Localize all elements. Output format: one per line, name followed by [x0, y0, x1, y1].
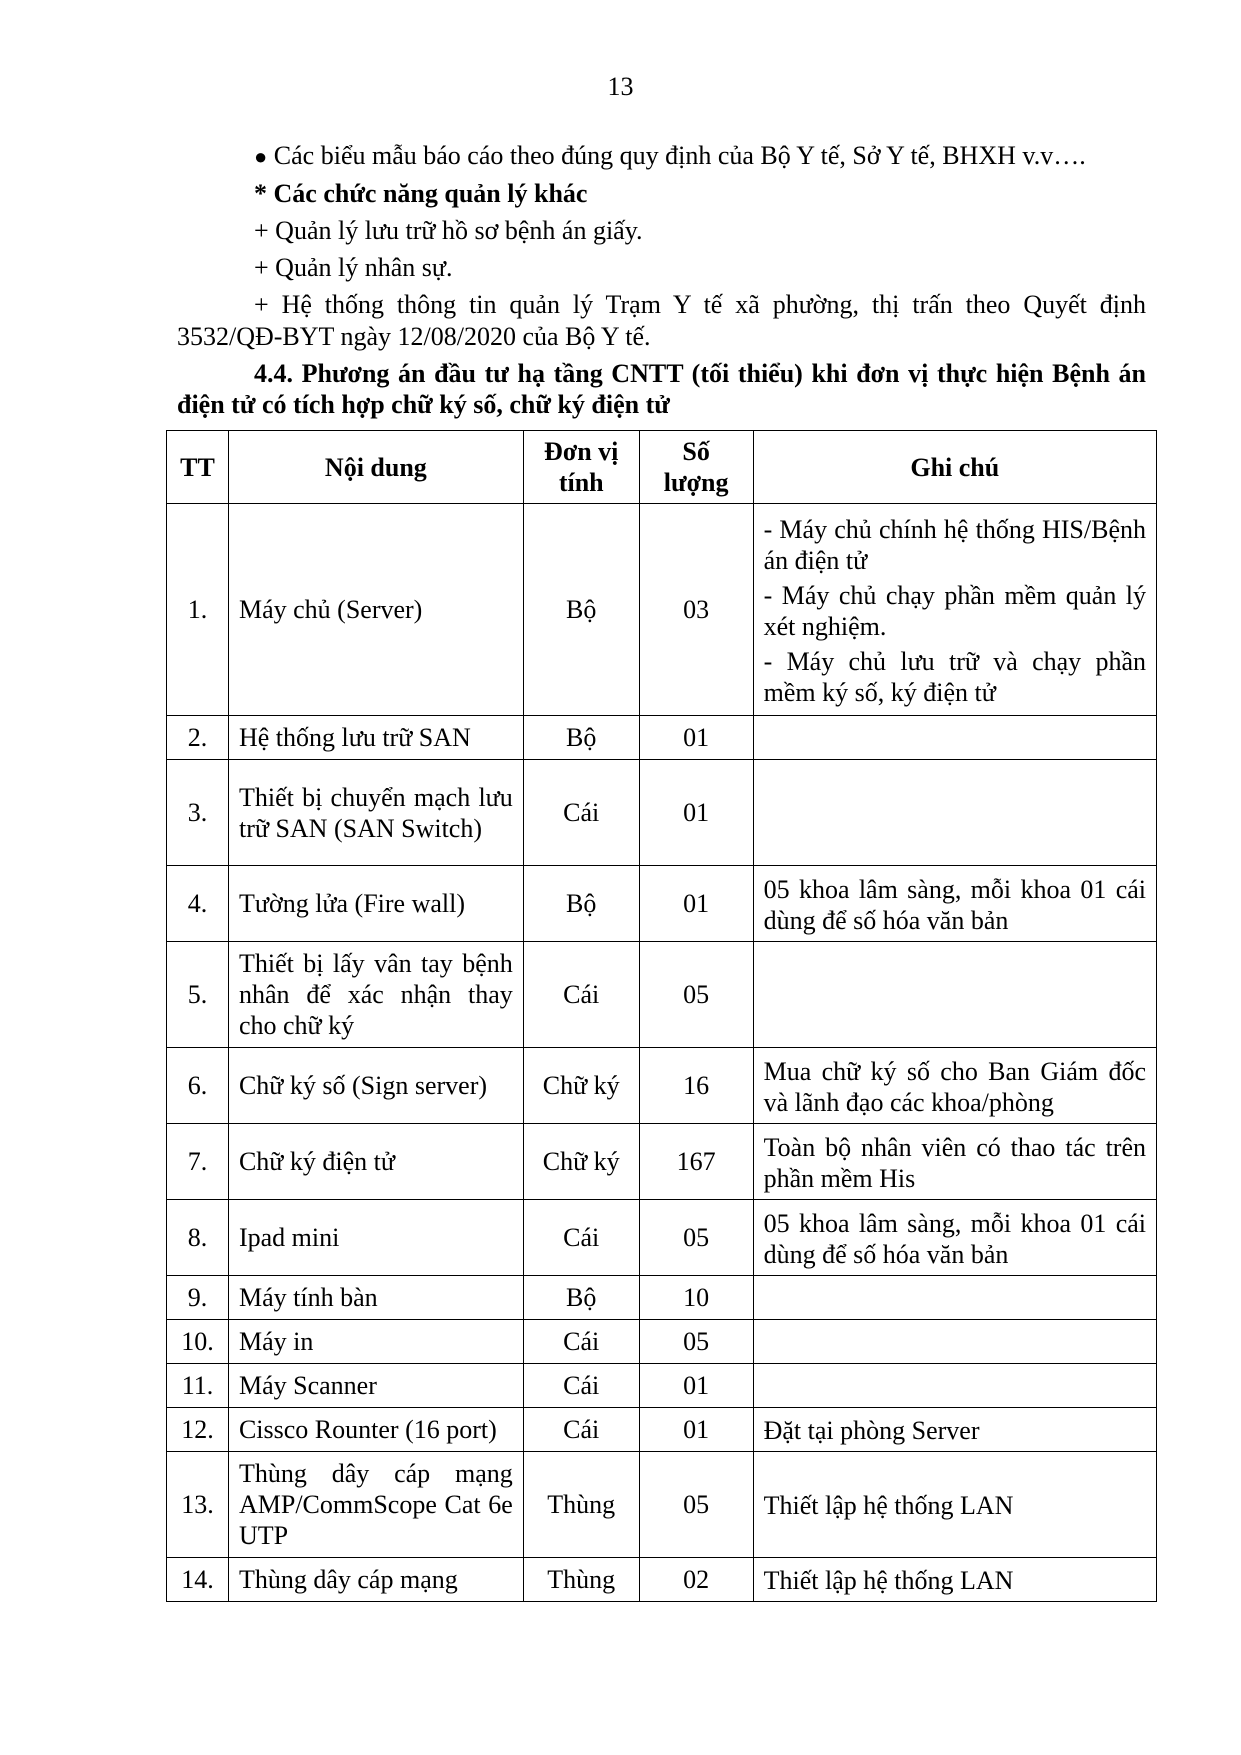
row-unit: Chữ ký	[523, 1048, 639, 1124]
row-unit: Cái	[523, 1408, 639, 1452]
infrastructure-table	[166, 430, 1157, 1602]
table-row	[167, 1408, 1157, 1452]
row-content: Cissco Rounter (16 port)	[228, 1408, 523, 1452]
paragraph-health-station: + Hệ thống thông tin quản lý Trạm Y tế xã phường, thị trấn theo Quyết định 3532/QĐ-BYT ngày 12/08/2020 của Bộ Y tế.	[177, 290, 1146, 351]
row-unit: Thùng	[523, 1558, 639, 1602]
note-line: 05 khoa lâm sàng, mỗi khoa 01 cái dùng để số hóa văn bản	[763, 874, 1146, 935]
paragraph-hr: + Quản lý nhân sự.	[254, 253, 453, 282]
note-line: Đặt tại phòng Server	[763, 1416, 980, 1445]
row-note	[753, 1364, 1156, 1408]
row-qty: 01	[639, 716, 753, 760]
row-tt: 1.	[167, 504, 229, 716]
table-row	[167, 1558, 1157, 1602]
row-tt: 4.	[167, 866, 229, 942]
row-unit: Bộ	[523, 504, 639, 716]
row-tt: 5.	[167, 942, 229, 1048]
table-row	[167, 1364, 1157, 1408]
row-unit: Bộ	[523, 1276, 639, 1320]
note-line: - Máy chủ lưu trữ và chạy phần mềm ký số, ký điện tử	[763, 646, 1146, 707]
row-unit: Bộ	[523, 866, 639, 942]
header-tt: TT	[167, 431, 229, 504]
row-tt: 13.	[167, 1452, 229, 1558]
note-line: - Máy chủ chính hệ thống HIS/Bệnh án điện tử	[763, 514, 1146, 575]
row-content: Chữ ký số (Sign server)	[228, 1048, 523, 1124]
note-line: Toàn bộ nhân viên có thao tác trên phần mềm His	[763, 1132, 1146, 1193]
table-row	[167, 760, 1157, 866]
row-qty: 01	[639, 1364, 753, 1408]
row-content: Ipad mini	[228, 1200, 523, 1276]
row-qty: 10	[639, 1276, 753, 1320]
paragraph-other-functions: * Các chức năng quản lý khác	[254, 179, 588, 208]
row-note	[753, 1276, 1156, 1320]
row-unit: Thùng	[523, 1452, 639, 1558]
row-unit: Cái	[523, 1320, 639, 1364]
header-note: Ghi chú	[753, 431, 1156, 504]
note-line: Thiết lập hệ thống LAN	[763, 1566, 1014, 1595]
row-content: Tường lửa (Fire wall)	[228, 866, 523, 942]
row-unit: Chữ ký	[523, 1124, 639, 1200]
row-note	[753, 1558, 1156, 1602]
table-row	[167, 1200, 1157, 1276]
note-line: - Máy chủ chạy phần mềm quản lý xét nghiệm.	[763, 580, 1146, 641]
table-row	[167, 942, 1157, 1048]
row-tt: 7.	[167, 1124, 229, 1200]
row-qty: 05	[639, 1200, 753, 1276]
table-row	[167, 866, 1157, 942]
table-row	[167, 1320, 1157, 1364]
row-unit: Bộ	[523, 716, 639, 760]
row-content: Máy tính bàn	[228, 1276, 523, 1320]
row-qty: 02	[639, 1558, 753, 1602]
row-qty: 167	[639, 1124, 753, 1200]
row-tt: 6.	[167, 1048, 229, 1124]
table-header-row	[167, 431, 1157, 504]
bullet-icon: ●	[254, 144, 268, 169]
header-unit: Đơn vị tính	[523, 431, 639, 504]
row-note	[753, 1408, 1156, 1452]
row-qty: 05	[639, 1452, 753, 1558]
paragraph-paper-records: + Quản lý lưu trữ hồ sơ bệnh án giấy.	[254, 216, 643, 245]
paragraph-text: Các biểu mẫu báo cáo theo đúng quy định của Bộ Y tế, Sở Y tế, BHXH v.v….	[273, 141, 1086, 170]
row-note	[753, 1320, 1156, 1364]
row-note	[753, 716, 1156, 760]
row-unit: Cái	[523, 1364, 639, 1408]
row-note	[753, 1124, 1156, 1200]
note-line: 05 khoa lâm sàng, mỗi khoa 01 cái dùng để số hóa văn bản	[763, 1208, 1146, 1269]
row-content: Máy Scanner	[228, 1364, 523, 1408]
header-qty: Số lượng	[639, 431, 753, 504]
page-number: 13	[607, 72, 634, 101]
paragraph-bullet-reports	[177, 140, 1146, 173]
section-heading: 4.4. Phương án đầu tư hạ tầng CNTT (tối thiểu) khi đơn vị thực hiện Bệnh án điện tử có tích hợp chữ ký số, chữ ký điện tử	[177, 359, 1146, 419]
row-tt: 8.	[167, 1200, 229, 1276]
row-unit: Cái	[523, 942, 639, 1048]
row-note	[753, 942, 1156, 1048]
row-note	[753, 760, 1156, 866]
row-note	[753, 1452, 1156, 1558]
row-unit: Cái	[523, 760, 639, 866]
row-content: Thùng dây cáp mạng	[228, 1558, 523, 1602]
header-content: Nội dung	[228, 431, 523, 504]
row-note	[753, 1200, 1156, 1276]
row-note	[753, 1048, 1156, 1124]
row-tt: 2.	[167, 716, 229, 760]
row-qty: 16	[639, 1048, 753, 1124]
row-content: Chữ ký điện tử	[228, 1124, 523, 1200]
table-row	[167, 1124, 1157, 1200]
row-tt: 9.	[167, 1276, 229, 1320]
row-qty: 01	[639, 1408, 753, 1452]
note-line: Mua chữ ký số cho Ban Giám đốc và lãnh đạo các khoa/phòng	[763, 1056, 1146, 1117]
row-content: Thiết bị lấy vân tay bệnh nhân để xác nhận thay cho chữ ký	[228, 942, 523, 1048]
row-qty: 01	[639, 760, 753, 866]
row-qty: 01	[639, 866, 753, 942]
table-row	[167, 504, 1157, 716]
row-tt: 12.	[167, 1408, 229, 1452]
row-content: Thiết bị chuyển mạch lưu trữ SAN (SAN Switch)	[228, 760, 523, 866]
row-tt: 10.	[167, 1320, 229, 1364]
document-body	[177, 140, 1146, 420]
row-note	[753, 504, 1156, 716]
row-tt: 14.	[167, 1558, 229, 1602]
table-row	[167, 1452, 1157, 1558]
row-qty: 05	[639, 942, 753, 1048]
row-note	[753, 866, 1156, 942]
row-content: Máy in	[228, 1320, 523, 1364]
row-content: Máy chủ (Server)	[228, 504, 523, 716]
row-content: Thùng dây cáp mạng AMP/CommScope Cat 6e UTP	[228, 1452, 523, 1558]
row-tt: 11.	[167, 1364, 229, 1408]
row-tt: 3.	[167, 760, 229, 866]
row-content: Hệ thống lưu trữ SAN	[228, 716, 523, 760]
table-row	[167, 716, 1157, 760]
table-row	[167, 1276, 1157, 1320]
row-qty: 03	[639, 504, 753, 716]
row-qty: 05	[639, 1320, 753, 1364]
row-unit: Cái	[523, 1200, 639, 1276]
note-line: Thiết lập hệ thống LAN	[763, 1491, 1014, 1520]
table-row	[167, 1048, 1157, 1124]
